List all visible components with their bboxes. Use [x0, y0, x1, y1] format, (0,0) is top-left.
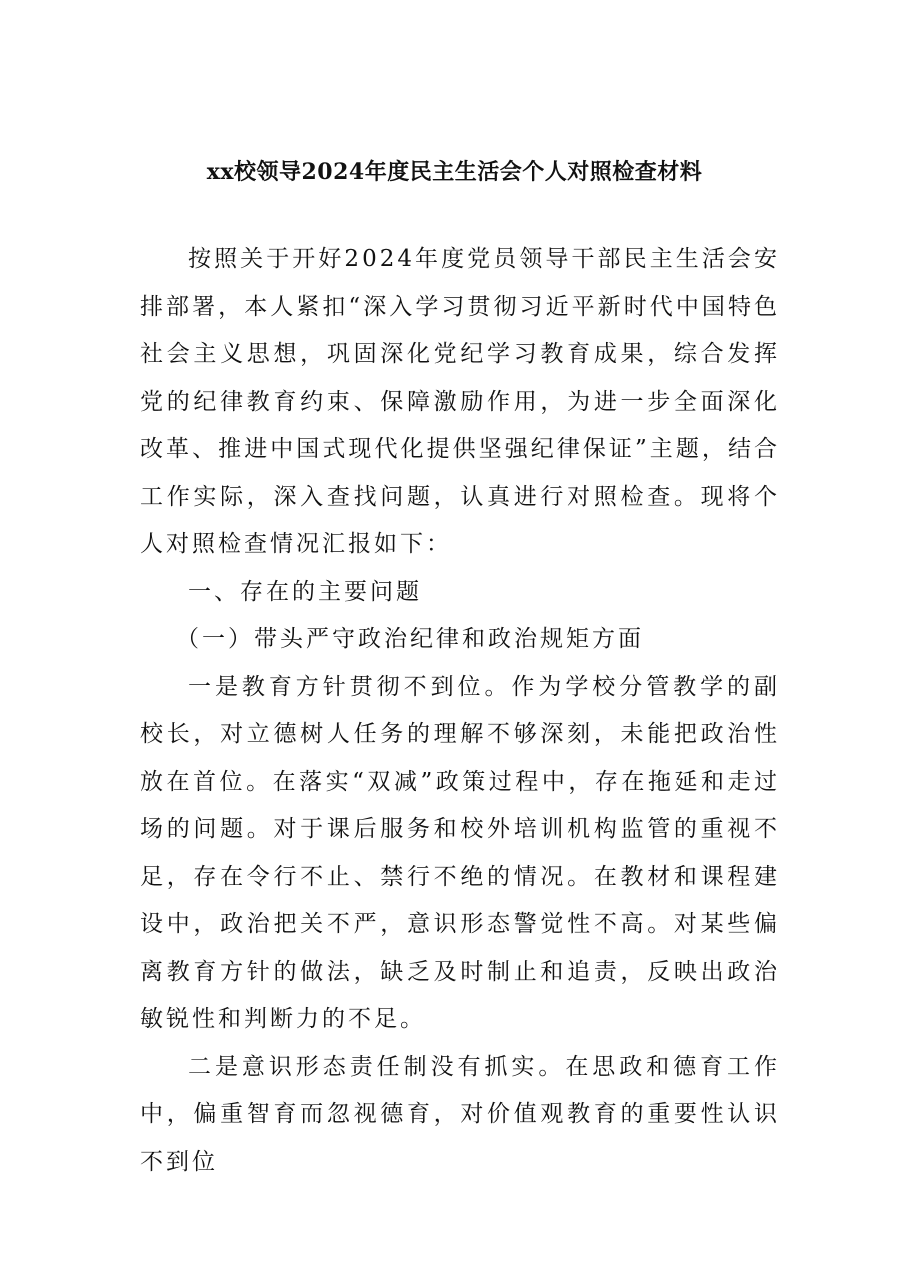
document-title: xx校领导2024年度民主生活会个人对照检查材料 [206, 159, 703, 185]
subsection-heading-1: （一）带头严守政治纪律和政治规矩方面 [176, 626, 644, 652]
section-heading-1: 一、存在的主要问题 [188, 578, 422, 605]
intro-paragraph: 按照关于开好2024年度党员领导干部民主生活会安排部署，本人紧扣“深入学习贯彻习近平新时代中国特色社会主义思想，巩固深化党纪学习教育成果，综合发挥党的纪律教育约束、保障激励作用，为进一步全面深化改革、推进中国式现代化提供坚强纪律保证”主题，结合工作实际，深入查找问题，认真进行对照检查。现将个人对照检查情况汇报如下： [140, 246, 780, 557]
body-paragraph-1: 一是教育方针贯彻不到位。作为学校分管教学的副校长，对立德树人任务的理解不够深刻，未能把政治性放在首位。在落实“双减”政策过程中，存在拖延和走过场的问题。对于课后服务和校外培训机构监管的重视不足，存在令行不止、禁行不绝的情况。在教材和课程建设中，政治把关不严，意识形态警觉性不高。对某些偏离教育方针的做法，缺乏及时制止和追责，反映出政治敏锐性和判断力的不足。 [140, 673, 780, 1032]
body-paragraph-2: 二是意识形态责任制没有抓实。在思政和德育工作中，偏重智育而忽视德育，对价值观教育的重要性认识不到位 [140, 1053, 780, 1175]
document-body [140, 236, 780, 1186]
